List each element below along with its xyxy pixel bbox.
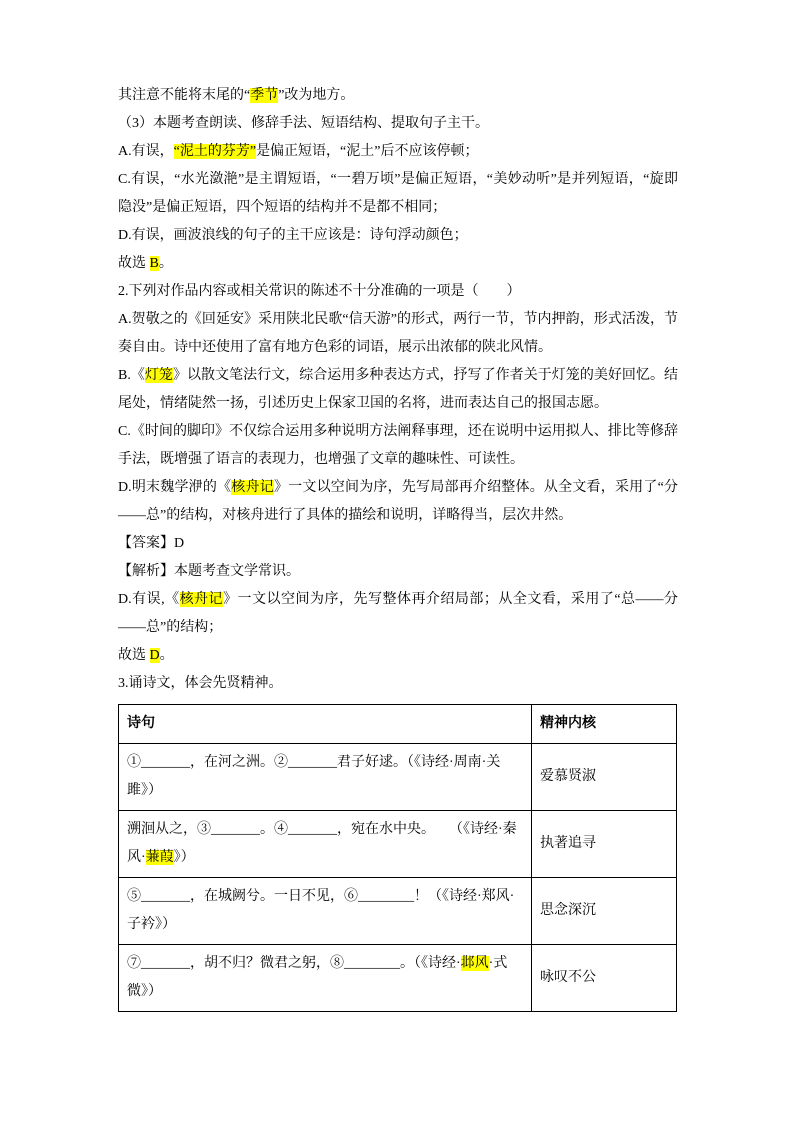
text-segment: A.有误， — [118, 144, 174, 159]
table-header-spirit: 精神内核 — [532, 705, 677, 744]
table-row — [119, 878, 677, 945]
paragraph-analysis-d — [118, 586, 678, 642]
paragraph-q2-option-c — [118, 418, 678, 474]
text-segment: ⑤_______，在城阙兮。一日不见，⑥________！（《诗经·郑风·子衿》） — [127, 889, 515, 932]
text-segment: ·式微》） — [127, 956, 508, 999]
text-segment: D.有误，画波浪线的句子的主干应该是：诗句浮动颜色； — [118, 228, 468, 243]
text-segment: 溯洄从之，③_______。④_______，宛在水中央。 （《诗经·秦风· — [127, 822, 517, 865]
paragraph-q2-option-b — [118, 362, 678, 418]
paragraph-answer-choice-b — [118, 250, 678, 278]
table-row — [119, 811, 677, 878]
spirit-cell: 爱慕贤淑 — [532, 744, 677, 811]
paragraph-option-d — [118, 222, 678, 250]
poem-cell — [119, 878, 532, 945]
paragraph-question-3 — [118, 670, 678, 698]
paragraph-q3-intro — [118, 110, 678, 138]
table-header-row — [119, 705, 677, 744]
poem-cell — [119, 945, 532, 1012]
poem-cell — [119, 811, 532, 878]
text-segment: A.贺敬之的《回延安》采用陕北民歌“信天游”的形式，两行一节，节内押韵，形式活泼，节奏自由。诗中还使用了富有地方色彩的词语，展示出浓郁的陕北风情。 — [118, 312, 678, 355]
highlighted-text: 核舟记 — [179, 592, 224, 607]
text-segment: 》一文以空间为序，先写整体再介绍局部；从全文看，采用了“总——分——总”的结构； — [118, 592, 679, 635]
text-segment: 3.诵诗文，体会先贤精神。 — [118, 676, 283, 691]
paragraph-q2-option-d — [118, 474, 678, 530]
highlighted-text: D — [149, 648, 160, 663]
paragraph-analysis-label — [118, 558, 678, 586]
text-segment: 故选 — [118, 256, 150, 271]
text-segment: 故选 — [118, 648, 150, 663]
text-segment: 》） — [173, 850, 195, 865]
text-segment: 》一文以空间为序，先写局部再介绍整体。从全文看，采用了“分——总”的结构，对核舟进行了具体的描绘和说明，详略得当，层次井然。 — [118, 480, 679, 523]
text-segment: D.有误,《 — [118, 592, 180, 607]
document-body — [118, 82, 678, 1012]
paragraph-option-a — [118, 138, 678, 166]
text-segment: 。 — [159, 648, 174, 663]
highlighted-text: 季节 — [250, 88, 279, 103]
highlighted-text: 邶风 — [460, 956, 489, 971]
highlighted-text: “泥土的芬芳” — [173, 144, 257, 159]
text-segment: ①_______，在河之洲。②_______君子好逑。（《诗经·周南·关雎》） — [127, 755, 501, 798]
text-segment: C.《时间的脚印》不仅综合运用多种说明方法阐释事理，还在说明中运用拟人、排比等修辞手法，既增强了语言的表现力，也增强了文章的趣味性、可读性。 — [118, 424, 678, 467]
paragraph-answer-label — [118, 530, 678, 558]
poem-table — [118, 704, 677, 1012]
text-segment: 【解析】本题考查文学常识。 — [118, 564, 300, 579]
text-segment: ”改为地方。 — [278, 88, 355, 103]
paragraph-option-c — [118, 166, 678, 222]
text-segment: 。 — [158, 256, 173, 271]
highlighted-text: 灯笼 — [144, 368, 173, 383]
text-segment: 2.下列对作品内容或相关常识的陈述不十分准确的一项是（ ） — [118, 284, 521, 299]
spirit-cell: 咏叹不公 — [532, 945, 677, 1012]
text-segment: ⑦_______，胡不归？微君之躬，⑧________。（《诗经· — [127, 956, 461, 971]
table-header-poem: 诗句 — [119, 705, 532, 744]
highlighted-text: B — [149, 256, 159, 271]
spirit-cell: 思念深沉 — [532, 878, 677, 945]
text-segment: （3）本题考查朗读、修辞手法、短语结构、提取句子主干。 — [118, 116, 489, 131]
spirit-cell: 执著追寻 — [532, 811, 677, 878]
text-segment: 【答案】D — [118, 536, 185, 551]
highlighted-text: 核舟记 — [231, 480, 274, 495]
text-segment: 》以散文笔法行文，综合运用多种表达方式，抒写了作者关于灯笼的美好回忆。结尾处，情绪陡然一扬，引述历史上保家卫国的名将，进而表达自己的报国志愿。 — [118, 368, 679, 411]
text-segment: 其注意不能将末尾的“ — [118, 88, 251, 103]
highlighted-text: 蒹葭 — [145, 850, 174, 865]
paragraph-note — [118, 82, 678, 110]
paragraph-q2-option-a — [118, 306, 678, 362]
table-row — [119, 744, 677, 811]
table-row — [119, 945, 677, 1012]
text-segment: C.有误，“水光潋滟”是主谓短语，“一碧万顷”是偏正短语，“美妙动听”是并列短语，“旋即隐没”是偏正短语，四个短语的结构并不是都不相同； — [118, 172, 678, 215]
paragraph-question-2 — [118, 278, 678, 306]
text-segment: 是偏正短语，“泥土”后不应该停顿； — [256, 144, 479, 159]
poem-cell — [119, 744, 532, 811]
paragraph-answer-choice-d — [118, 642, 678, 670]
text-segment: B.《 — [118, 368, 145, 383]
text-segment: D.明末魏学洢的《 — [118, 480, 232, 495]
